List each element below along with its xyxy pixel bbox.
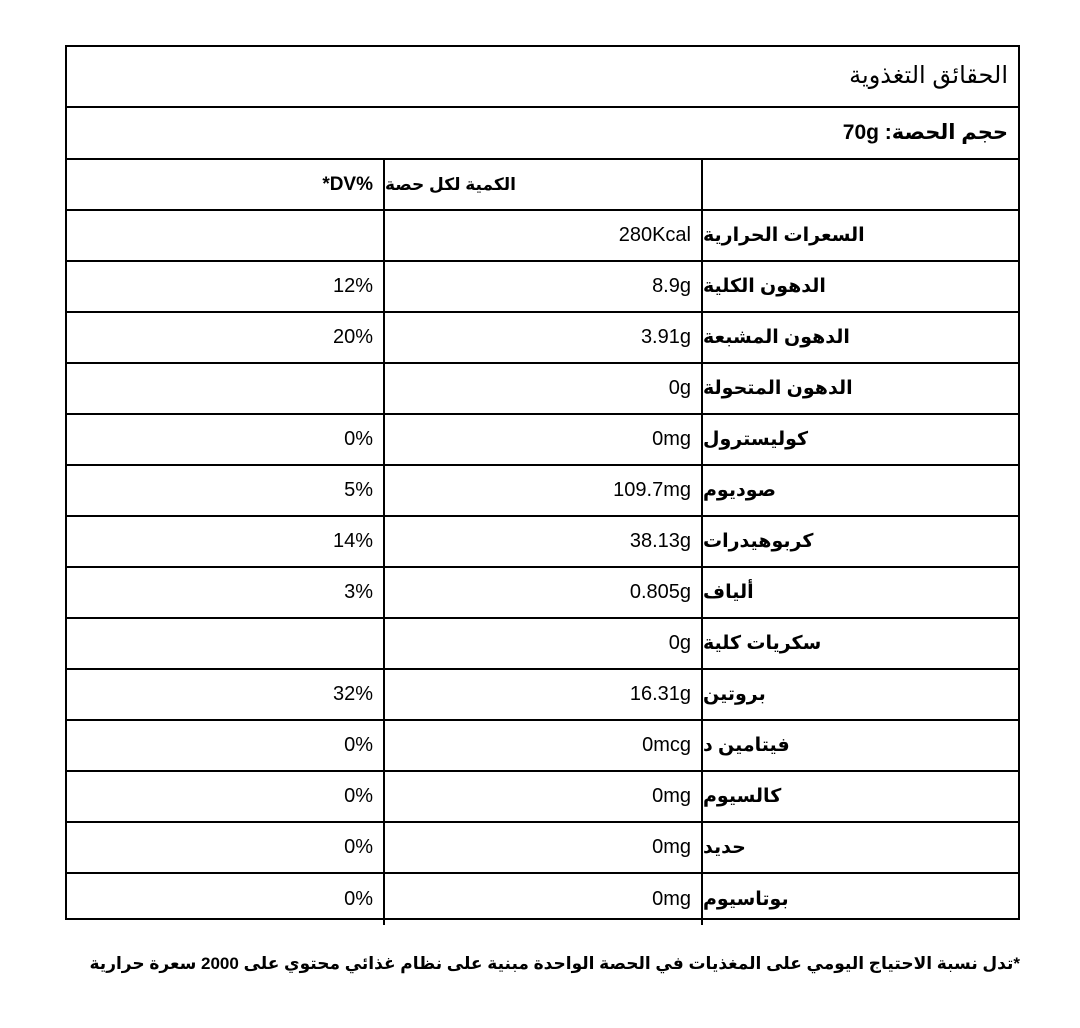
nutrient-amount-cell: 0g [385, 364, 703, 413]
nutrient-dv-cell: 0% [67, 772, 385, 821]
nutrition-facts-title: الحقائق التغذوية [849, 62, 1008, 89]
nutrition-facts-table [65, 45, 1020, 920]
name-column-header [703, 160, 1018, 209]
nutrient-row [67, 211, 1018, 262]
nutrient-amount-cell: 0mg [385, 415, 703, 464]
nutrient-name-cell: بوتاسيوم [703, 889, 789, 910]
nutrient-name-cell: كربوهيدرات [703, 531, 814, 552]
title-row [67, 47, 1018, 108]
nutrient-row [67, 568, 1018, 619]
nutrient-amount-cell: 0mg [385, 772, 703, 821]
nutrient-row [67, 772, 1018, 823]
nutrient-name-cell: سكريات كلية [703, 633, 822, 654]
nutrient-row [67, 466, 1018, 517]
nutrient-row [67, 415, 1018, 466]
nutrient-name-cell: صوديوم [703, 480, 776, 501]
nutrient-row [67, 823, 1018, 874]
daily-value-footnote: *تدل نسبة الاحتياج اليومي على المغذيات في الحصة الواحدة مبنية على نظام غذائي محتوي على 2000 سعرة حرارية [89, 954, 1020, 973]
nutrient-name-cell: الدهون المشبعة [703, 327, 850, 348]
nutrient-row [67, 721, 1018, 772]
nutrient-amount-cell: 16.31g [385, 670, 703, 719]
nutrient-amount-cell: 0mcg [385, 721, 703, 770]
nutrient-amount-cell: 8.9g [385, 262, 703, 311]
nutrient-row [67, 364, 1018, 415]
nutrient-amount-cell: 0mg [385, 874, 703, 925]
nutrient-name-cell: حديد [703, 837, 746, 858]
nutrient-row [67, 670, 1018, 721]
nutrient-dv-cell: 32% [67, 670, 385, 719]
nutrient-amount-cell: 38.13g [385, 517, 703, 566]
nutrient-name-cell: كوليسترول [703, 429, 809, 450]
serving-size-row [67, 108, 1018, 160]
nutrient-dv-cell: 12% [67, 262, 385, 311]
nutrient-amount-cell: 0.805g [385, 568, 703, 617]
nutrient-row [67, 262, 1018, 313]
nutrient-row [67, 517, 1018, 568]
nutrient-dv-cell: 14% [67, 517, 385, 566]
nutrient-dv-cell: 20% [67, 313, 385, 362]
nutrient-name-cell: ألياف [703, 582, 754, 603]
nutrient-row [67, 874, 1018, 925]
nutrient-grid [67, 160, 1018, 925]
nutrient-amount-cell: 0g [385, 619, 703, 668]
nutrient-name-cell: الدهون الكلية [703, 276, 826, 297]
nutrient-row [67, 313, 1018, 364]
nutrient-dv-cell: 3% [67, 568, 385, 617]
nutrient-amount-cell: 280Kcal [385, 211, 703, 260]
amount-column-header: الكمية لكل حصة [385, 160, 703, 209]
nutrient-amount-cell: 3.91g [385, 313, 703, 362]
nutrient-name-cell: الدهون المتحولة [703, 378, 853, 399]
nutrient-dv-cell: 0% [67, 415, 385, 464]
nutrient-name-cell: كالسيوم [703, 786, 782, 807]
nutrient-name-cell: بروتين [703, 684, 766, 705]
nutrient-dv-cell: 5% [67, 466, 385, 515]
nutrient-rows [67, 211, 1018, 925]
nutrient-dv-cell [67, 211, 385, 260]
column-header-row [67, 160, 1018, 211]
nutrient-amount-cell: 0mg [385, 823, 703, 872]
nutrient-dv-cell: 0% [67, 874, 385, 925]
serving-size-text: حجم الحصة: 70g [842, 121, 1008, 144]
nutrient-dv-cell: 0% [67, 721, 385, 770]
nutrient-name-cell: فيتامين د [703, 735, 790, 756]
nutrient-amount-cell: 109.7mg [385, 466, 703, 515]
nutrient-dv-cell [67, 619, 385, 668]
nutrient-dv-cell [67, 364, 385, 413]
nutrient-row [67, 619, 1018, 670]
dv-column-header: *DV% [67, 160, 385, 209]
nutrient-name-cell: السعرات الحرارية [703, 225, 865, 246]
nutrient-dv-cell: 0% [67, 823, 385, 872]
